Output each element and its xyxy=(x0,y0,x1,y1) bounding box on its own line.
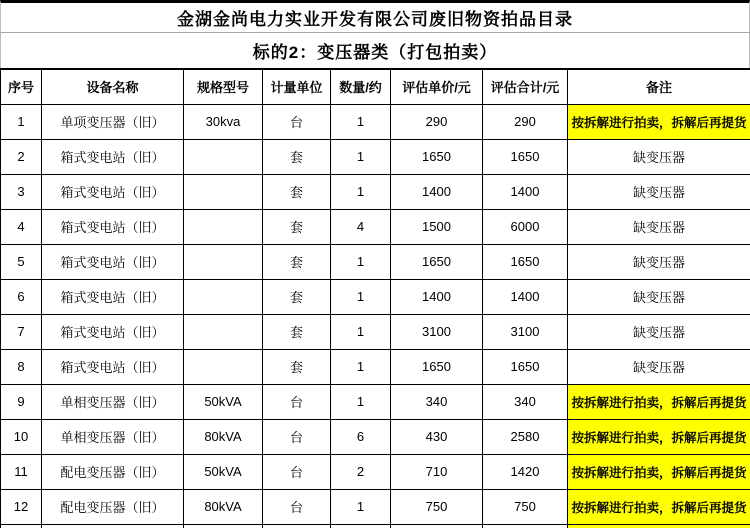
cell-total: 1420 xyxy=(483,454,568,489)
cell-note: 按拆解进行拍卖，拆解后再提货 xyxy=(568,104,750,139)
cell-model: 80kVA xyxy=(184,489,263,524)
cell-price xyxy=(391,524,483,528)
cell-model: 30kva xyxy=(184,104,263,139)
column-header-qty: 数量/约 xyxy=(331,69,391,104)
table-row xyxy=(1,489,750,524)
cell-name: 单相变压器（旧） xyxy=(42,384,184,419)
cell-qty: 1 xyxy=(331,139,391,174)
cell-model: 80kVA xyxy=(184,419,263,454)
cell-model xyxy=(184,524,263,528)
column-header-seq: 序号 xyxy=(1,69,42,104)
cell-model: 50kVA xyxy=(184,454,263,489)
cell-name: 箱式变电站（旧） xyxy=(42,174,184,209)
cell-qty: 1 xyxy=(331,384,391,419)
cell-qty: 1 xyxy=(331,489,391,524)
table-row xyxy=(1,279,750,314)
table-row xyxy=(1,524,750,528)
cell-name: 箱式变电站（旧） xyxy=(42,314,184,349)
cell-name: 单项变压器（旧） xyxy=(42,104,184,139)
column-header-note: 备注 xyxy=(568,69,750,104)
cell-model xyxy=(184,209,263,244)
cell-name: 箱式变电站（旧） xyxy=(42,279,184,314)
cell-unit: 台 xyxy=(263,419,331,454)
table-row xyxy=(1,244,750,279)
table-row xyxy=(1,139,750,174)
cell-name: 箱式变电站（旧） xyxy=(42,209,184,244)
cell-qty xyxy=(331,524,391,528)
cell-price: 340 xyxy=(391,384,483,419)
cell-model xyxy=(184,244,263,279)
cell-note: 缺变压器 xyxy=(568,244,750,279)
cell-price: 1650 xyxy=(391,244,483,279)
cell-unit: 套 xyxy=(263,314,331,349)
table-row xyxy=(1,314,750,349)
table-row xyxy=(1,384,750,419)
cell-name: 单相变压器（旧） xyxy=(42,419,184,454)
cell-model: 50kVA xyxy=(184,384,263,419)
cell-model xyxy=(184,279,263,314)
cell-unit xyxy=(263,524,331,528)
cell-note: 缺变压器 xyxy=(568,139,750,174)
cell-seq: 4 xyxy=(1,209,42,244)
table-body xyxy=(1,104,750,528)
cell-unit: 套 xyxy=(263,174,331,209)
cell-price: 1500 xyxy=(391,209,483,244)
cell-seq: 5 xyxy=(1,244,42,279)
cell-qty: 1 xyxy=(331,279,391,314)
cell-seq: 1 xyxy=(1,104,42,139)
cell-name: 箱式变电站（旧） xyxy=(42,244,184,279)
cell-total: 750 xyxy=(483,489,568,524)
cell-seq: 9 xyxy=(1,384,42,419)
cell-note: 缺变压器 xyxy=(568,314,750,349)
cell-qty: 2 xyxy=(331,454,391,489)
cell-unit: 套 xyxy=(263,279,331,314)
cell-unit: 套 xyxy=(263,139,331,174)
cell-model xyxy=(184,349,263,384)
cell-qty: 4 xyxy=(331,209,391,244)
column-header-name: 设备名称 xyxy=(42,69,184,104)
cell-total: 6000 xyxy=(483,209,568,244)
cell-unit: 台 xyxy=(263,104,331,139)
cell-seq: 10 xyxy=(1,419,42,454)
cell-seq: 2 xyxy=(1,139,42,174)
cell-note: 按拆解进行拍卖，拆解后再提货 xyxy=(568,489,750,524)
cell-model xyxy=(184,139,263,174)
cell-unit: 套 xyxy=(263,349,331,384)
cell-name: 配电变压器（旧） xyxy=(42,454,184,489)
cell-qty: 6 xyxy=(331,419,391,454)
cell-model xyxy=(184,314,263,349)
cell-unit: 套 xyxy=(263,244,331,279)
cell-qty: 1 xyxy=(331,349,391,384)
cell-note: 缺变压器 xyxy=(568,174,750,209)
column-header-unit: 计量单位 xyxy=(263,69,331,104)
cell-price: 3100 xyxy=(391,314,483,349)
cell-name: 箱式变电站（旧） xyxy=(42,139,184,174)
cell-price: 1400 xyxy=(391,279,483,314)
cell-unit: 套 xyxy=(263,209,331,244)
cell-total: 1650 xyxy=(483,139,568,174)
table-row xyxy=(1,104,750,139)
column-header-price: 评估单价/元 xyxy=(391,69,483,104)
cell-seq: 7 xyxy=(1,314,42,349)
cell-price: 430 xyxy=(391,419,483,454)
cell-note: 按拆解进行拍卖，拆解后再提货 xyxy=(568,419,750,454)
page-subtitle: 标的2：变压器类（打包拍卖） xyxy=(0,33,750,68)
column-header-model: 规格型号 xyxy=(184,69,263,104)
cell-total: 290 xyxy=(483,104,568,139)
cell-price: 1650 xyxy=(391,139,483,174)
cell-total: 1400 xyxy=(483,279,568,314)
table-header xyxy=(1,69,750,104)
items-table xyxy=(0,68,750,528)
cell-price: 1400 xyxy=(391,174,483,209)
cell-name xyxy=(42,524,184,528)
cell-note: 缺变压器 xyxy=(568,349,750,384)
column-header-total: 评估合计/元 xyxy=(483,69,568,104)
cell-qty: 1 xyxy=(331,244,391,279)
page-title: 金湖金尚电力实业开发有限公司废旧物资拍品目录 xyxy=(0,0,750,33)
table-row xyxy=(1,174,750,209)
cell-total: 1400 xyxy=(483,174,568,209)
cell-model xyxy=(184,174,263,209)
cell-total xyxy=(483,524,568,528)
cell-seq: 3 xyxy=(1,174,42,209)
cell-price: 1650 xyxy=(391,349,483,384)
cell-name: 配电变压器（旧） xyxy=(42,489,184,524)
cell-seq: 12 xyxy=(1,489,42,524)
table-row xyxy=(1,454,750,489)
cell-note xyxy=(568,524,750,528)
cell-total: 1650 xyxy=(483,244,568,279)
table-row xyxy=(1,349,750,384)
cell-price: 290 xyxy=(391,104,483,139)
cell-seq: 11 xyxy=(1,454,42,489)
cell-qty: 1 xyxy=(331,314,391,349)
cell-unit: 台 xyxy=(263,384,331,419)
table-row xyxy=(1,419,750,454)
cell-qty: 1 xyxy=(331,104,391,139)
cell-seq: 6 xyxy=(1,279,42,314)
cell-seq: 8 xyxy=(1,349,42,384)
table-row xyxy=(1,209,750,244)
header-row xyxy=(1,69,750,104)
cell-unit: 台 xyxy=(263,489,331,524)
cell-note: 缺变压器 xyxy=(568,209,750,244)
cell-qty: 1 xyxy=(331,174,391,209)
cell-price: 750 xyxy=(391,489,483,524)
cell-unit: 台 xyxy=(263,454,331,489)
cell-seq xyxy=(1,524,42,528)
cell-total: 3100 xyxy=(483,314,568,349)
cell-note: 按拆解进行拍卖，拆解后再提货 xyxy=(568,384,750,419)
cell-name: 箱式变电站（旧） xyxy=(42,349,184,384)
cell-total: 340 xyxy=(483,384,568,419)
cell-note: 缺变压器 xyxy=(568,279,750,314)
cell-price: 710 xyxy=(391,454,483,489)
cell-total: 1650 xyxy=(483,349,568,384)
cell-note: 按拆解进行拍卖，拆解后再提货 xyxy=(568,454,750,489)
cell-total: 2580 xyxy=(483,419,568,454)
